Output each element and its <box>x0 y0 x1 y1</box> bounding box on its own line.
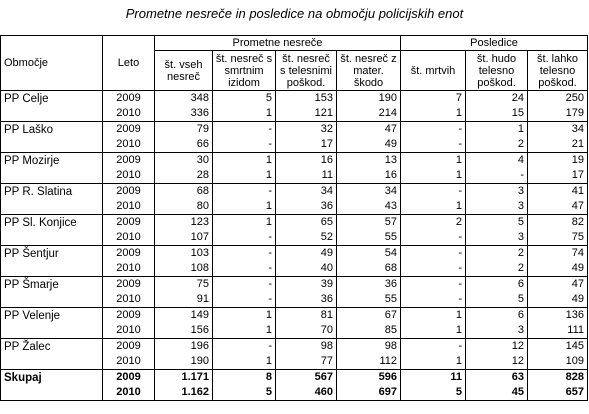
value-cell: 4 <box>466 153 528 169</box>
region-cell: PP Sl. Konjice <box>1 215 103 246</box>
value-cell: 1 <box>401 168 466 184</box>
value-cell: 149 <box>155 308 213 324</box>
value-cell: 2 <box>401 215 466 231</box>
year-cell: 2010 <box>103 106 155 122</box>
value-cell: 11 <box>401 370 466 386</box>
value-cell: 55 <box>337 292 401 308</box>
value-cell: 75 <box>155 277 213 293</box>
value-cell: 596 <box>337 370 401 386</box>
value-cell: 41 <box>528 184 588 200</box>
value-cell: 82 <box>528 215 588 231</box>
value-cell: 3 <box>466 230 528 246</box>
value-cell: - <box>401 230 466 246</box>
value-cell: 85 <box>337 323 401 339</box>
value-cell: 12 <box>466 339 528 355</box>
year-cell: 2009 <box>103 308 155 324</box>
value-cell: 6 <box>466 277 528 293</box>
value-cell: 336 <box>155 106 213 122</box>
value-cell: 2 <box>466 137 528 153</box>
value-cell: 3 <box>466 323 528 339</box>
value-cell: 7 <box>401 91 466 107</box>
value-cell: 123 <box>155 215 213 231</box>
value-cell: 11 <box>276 168 337 184</box>
value-cell: 250 <box>528 91 588 107</box>
value-cell: 2 <box>466 261 528 277</box>
value-cell: 74 <box>528 246 588 262</box>
value-cell: 1 <box>213 153 276 169</box>
value-cell: 828 <box>528 370 588 386</box>
value-cell: 52 <box>276 230 337 246</box>
value-cell: 5 <box>466 292 528 308</box>
value-cell: 6 <box>466 308 528 324</box>
region-cell: PP Šentjur <box>1 246 103 277</box>
year-cell: 2010 <box>103 199 155 215</box>
value-cell: 19 <box>528 153 588 169</box>
value-cell: 34 <box>528 122 588 138</box>
value-cell: 5 <box>401 385 466 401</box>
region-cell: PP Šmarje <box>1 277 103 308</box>
header-group-consequences: Posledice <box>401 36 588 51</box>
value-cell: 68 <box>155 184 213 200</box>
year-cell: 2009 <box>103 246 155 262</box>
value-cell: 49 <box>276 246 337 262</box>
value-cell: - <box>213 137 276 153</box>
value-cell: 54 <box>337 246 401 262</box>
value-cell: 567 <box>276 370 337 386</box>
value-cell: 36 <box>276 292 337 308</box>
region-cell: PP Velenje <box>1 308 103 339</box>
value-cell: - <box>213 277 276 293</box>
year-cell: 2010 <box>103 385 155 401</box>
value-cell: 1 <box>213 308 276 324</box>
value-cell: 81 <box>276 308 337 324</box>
year-cell: 2009 <box>103 277 155 293</box>
year-cell: 2009 <box>103 184 155 200</box>
value-cell: 1 <box>213 168 276 184</box>
value-cell: 8 <box>213 370 276 386</box>
table-row <box>1 215 588 231</box>
header-deaths: št. mrtvih <box>401 51 466 91</box>
value-cell: 145 <box>528 339 588 355</box>
value-cell: 121 <box>276 106 337 122</box>
table-row <box>1 91 588 107</box>
value-cell: 49 <box>528 292 588 308</box>
value-cell: 79 <box>155 122 213 138</box>
value-cell: 63 <box>466 370 528 386</box>
value-cell: 47 <box>528 199 588 215</box>
value-cell: 45 <box>466 385 528 401</box>
value-cell: 1.171 <box>155 370 213 386</box>
header-region: Območje <box>1 36 103 91</box>
value-cell: 153 <box>276 91 337 107</box>
value-cell: 12 <box>466 354 528 370</box>
value-cell: 1.162 <box>155 385 213 401</box>
year-cell: 2010 <box>103 354 155 370</box>
header-fatal-accidents: št. nesreč s smrtnim izidom <box>213 51 276 91</box>
value-cell: 1 <box>401 199 466 215</box>
value-cell: 657 <box>528 385 588 401</box>
value-cell: 460 <box>276 385 337 401</box>
value-cell: 5 <box>466 215 528 231</box>
value-cell: 43 <box>337 199 401 215</box>
value-cell: 40 <box>276 261 337 277</box>
value-cell: 1 <box>213 106 276 122</box>
table-row <box>1 153 588 169</box>
value-cell: 214 <box>337 106 401 122</box>
year-cell: 2010 <box>103 261 155 277</box>
value-cell: 39 <box>276 277 337 293</box>
table-row <box>1 339 588 355</box>
value-cell: 17 <box>528 168 588 184</box>
value-cell: 75 <box>528 230 588 246</box>
value-cell: 1 <box>401 308 466 324</box>
year-cell: 2009 <box>103 370 155 386</box>
value-cell: 70 <box>276 323 337 339</box>
value-cell: 34 <box>276 184 337 200</box>
value-cell: 196 <box>155 339 213 355</box>
value-cell: 15 <box>466 106 528 122</box>
year-cell: 2010 <box>103 137 155 153</box>
value-cell: 1 <box>213 323 276 339</box>
value-cell: 91 <box>155 292 213 308</box>
value-cell: - <box>401 122 466 138</box>
header-damage-accidents: št. nesreč z mater. škodo <box>337 51 401 91</box>
value-cell: - <box>213 339 276 355</box>
header-injury-accidents: št. nesreč s telesnimi poškod. <box>276 51 337 91</box>
value-cell: 1 <box>213 215 276 231</box>
value-cell: 16 <box>276 153 337 169</box>
value-cell: 24 <box>466 91 528 107</box>
value-cell: 66 <box>155 137 213 153</box>
value-cell: - <box>213 122 276 138</box>
region-cell: PP R. Slatina <box>1 184 103 215</box>
value-cell: 109 <box>528 354 588 370</box>
value-cell: - <box>213 246 276 262</box>
value-cell: 156 <box>155 323 213 339</box>
value-cell: 1 <box>213 354 276 370</box>
value-cell: 55 <box>337 230 401 246</box>
header-year: Leto <box>103 36 155 91</box>
value-cell: 1 <box>213 199 276 215</box>
value-cell: 697 <box>337 385 401 401</box>
year-cell: 2009 <box>103 91 155 107</box>
value-cell: 2 <box>466 246 528 262</box>
value-cell: - <box>213 292 276 308</box>
value-cell: 68 <box>337 261 401 277</box>
header-serious-injuries: št. hudo telesno poškod. <box>466 51 528 91</box>
region-cell: PP Celje <box>1 91 103 122</box>
value-cell: 16 <box>337 168 401 184</box>
year-cell: 2009 <box>103 339 155 355</box>
value-cell: 57 <box>337 215 401 231</box>
value-cell: 36 <box>337 277 401 293</box>
header-light-injuries: št. lahko telesno poškod. <box>528 51 588 91</box>
year-cell: 2010 <box>103 292 155 308</box>
value-cell: 98 <box>276 339 337 355</box>
value-cell: 65 <box>276 215 337 231</box>
value-cell: 77 <box>276 354 337 370</box>
value-cell: 136 <box>528 308 588 324</box>
value-cell: 179 <box>528 106 588 122</box>
value-cell: 108 <box>155 261 213 277</box>
value-cell: - <box>213 261 276 277</box>
value-cell: 1 <box>401 323 466 339</box>
accidents-table <box>0 35 588 401</box>
year-cell: 2009 <box>103 215 155 231</box>
value-cell: - <box>401 277 466 293</box>
value-cell: - <box>401 339 466 355</box>
table-row <box>1 277 588 293</box>
value-cell: 3 <box>466 199 528 215</box>
value-cell: 13 <box>337 153 401 169</box>
value-cell: - <box>213 184 276 200</box>
value-cell: 348 <box>155 91 213 107</box>
value-cell: 47 <box>337 122 401 138</box>
value-cell: 21 <box>528 137 588 153</box>
year-cell: 2009 <box>103 153 155 169</box>
header-total-accidents: št. vseh nesreč <box>155 51 213 91</box>
year-cell: 2010 <box>103 168 155 184</box>
region-cell: Skupaj <box>1 370 103 401</box>
value-cell: 49 <box>337 137 401 153</box>
value-cell: 28 <box>155 168 213 184</box>
value-cell: 32 <box>276 122 337 138</box>
value-cell: - <box>401 261 466 277</box>
value-cell: 47 <box>528 277 588 293</box>
table-row <box>1 122 588 138</box>
value-cell: 1 <box>401 153 466 169</box>
value-cell: 3 <box>466 184 528 200</box>
value-cell: 1 <box>466 122 528 138</box>
year-cell: 2010 <box>103 323 155 339</box>
table-row <box>1 246 588 262</box>
region-cell: PP Mozirje <box>1 153 103 184</box>
table-title: Prometne nesreče in posledice na območju policijskih enot <box>125 6 464 21</box>
value-cell: 111 <box>528 323 588 339</box>
value-cell: 107 <box>155 230 213 246</box>
value-cell: - <box>213 230 276 246</box>
value-cell: - <box>401 184 466 200</box>
value-cell: - <box>401 246 466 262</box>
header-group-accidents: Prometne nesreče <box>155 36 401 51</box>
value-cell: 1 <box>401 106 466 122</box>
value-cell: 103 <box>155 246 213 262</box>
total-row <box>1 370 588 386</box>
table-row <box>1 184 588 200</box>
value-cell: 17 <box>276 137 337 153</box>
value-cell: 80 <box>155 199 213 215</box>
value-cell: 67 <box>337 308 401 324</box>
value-cell: 190 <box>155 354 213 370</box>
value-cell: 98 <box>337 339 401 355</box>
value-cell: - <box>401 137 466 153</box>
year-cell: 2009 <box>103 122 155 138</box>
value-cell: 49 <box>528 261 588 277</box>
value-cell: - <box>466 168 528 184</box>
value-cell: 34 <box>337 184 401 200</box>
value-cell: 5 <box>213 385 276 401</box>
region-cell: PP Laško <box>1 122 103 153</box>
value-cell: 112 <box>337 354 401 370</box>
value-cell: 36 <box>276 199 337 215</box>
value-cell: 1 <box>401 354 466 370</box>
year-cell: 2010 <box>103 230 155 246</box>
value-cell: 30 <box>155 153 213 169</box>
table-row <box>1 308 588 324</box>
value-cell: 190 <box>337 91 401 107</box>
value-cell: - <box>401 292 466 308</box>
region-cell: PP Žalec <box>1 339 103 370</box>
value-cell: 5 <box>213 91 276 107</box>
